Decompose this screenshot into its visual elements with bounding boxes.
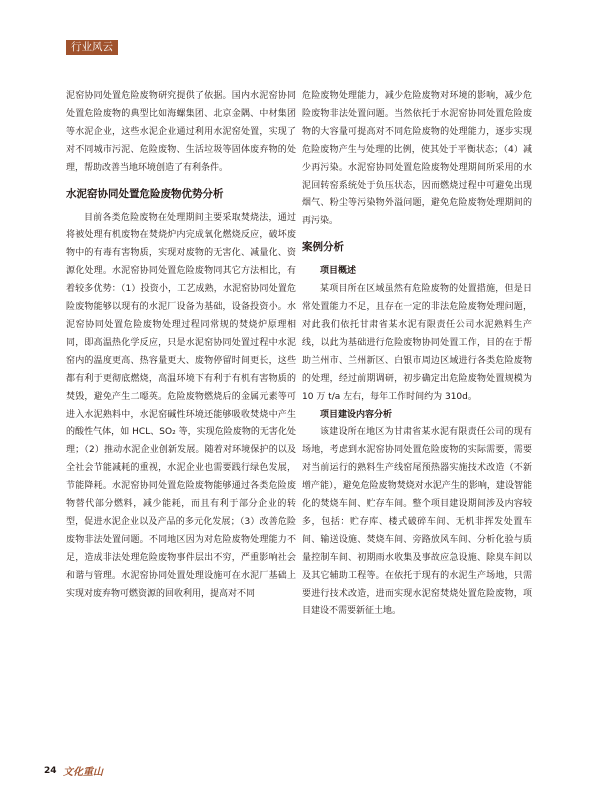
section-tag: 行业风云 — [66, 40, 118, 55]
right-column — [302, 88, 532, 621]
sub-heading: 项目建设内容分析 — [320, 409, 393, 420]
paragraph: 某项目所在区域虽然有危险废物的处置措施，但是日常处置能力不足，且存在一定的非法危险废物处理问题，对此我们依托甘肃省某水泥有限责任公司水泥熟料生产线，以此为基础进行危险废物协同处置工作，目的在于帮助兰州市、兰州新区、白银市周边区域进行各类危险废物的处理，经过前期调研，初步确定出危险废物处置规模为 10 万 t/a 左右，每年工作时间约为 310d。 — [302, 284, 532, 402]
left-column — [66, 88, 296, 603]
magazine-logo: 文化重山 — [63, 767, 103, 778]
paragraph: 泥窑协同处置危险废物研究提供了依据。国内水泥窑协同处置危险废物的典型比如海螺集团、北京金隅、中材集团等水泥企业，这些水泥企业通过利用水泥窑处置，实现了对不同城市污泥、危险废物、生活垃圾等固体废弃物的处理，帮助改善当地环境创造了有利条件。 — [66, 91, 296, 173]
header-bar — [0, 0, 595, 56]
paragraph: 危险废物处理能力，减少危险废物对环境的影响，减少危险废物非法处置问题。当然依托于水泥窑协同处置危险废物的大容量可提高对不同危险废物的处理能力，逐步实现危险废物产生与处理的比例，使其处于平衡状态；（4）减少再污染。水泥窑协同处置危险废物处理期间所采用的水泥回转窑系统处于负压状态，因而燃烧过程中可避免出现烟气、粉尘等污染物外溢问题，避免危险废物处理期间的再污染。 — [302, 91, 532, 227]
section-heading: 案例分析 — [302, 241, 344, 254]
section-heading: 水泥窑协同处置危险废物优势分析 — [66, 187, 224, 200]
page-number: 24 — [44, 766, 57, 776]
paragraph: 目前各类危险废物在处理期间主要采取焚烧法，通过将被处理有机废物在焚烧炉内完成氧化燃烧反应，破坏废物中的有毒有害物质，实现对废物的无害化、减量化、资源化处理。水泥窑协同处置危险废物同其它方法相比，有着较多优势：（1）投资小，工艺成熟，水泥窑协同处置危险废物能够以现有的水泥厂设备为基础，设备投资小。水泥窑协同处置危险废物处理过程同常规的焚烧炉原理相同，即高温热化学反应，只是水泥窑协同处置过程中水泥窑内的温度更高、热容量更大、废物停留时间更长，这些都有利于更彻底燃烧，高温环境下有利于有机有害物质的焚毁，避免产生二噁英。危险废物燃烧后的金属元素等可进入水泥熟料中，水泥窑碱性环境还能够吸收焚烧中产生的酸性气体，如 HCL、SO₂ 等，实现危险废物的无害化处理；（2）推动水泥企业创新发展。随着对环境保护的以及全社会节能减耗的重视，水泥企业也需要践行绿色发展，节能降耗。水泥窑协同处置危险废物能够通过各类危险废物替代部分燃料，减少能耗，而且有利于部分企业的转型，促进水泥企业以及产品的多元化发展；（3）改善危险废物非法处置问题。不同地区因为对危险废物处理能力不足，造成非法处理危险废物事件层出不穷，严重影响社会和谐与管理。水泥窑协同处置处理设施可在水泥厂基础上实现对废弃物可燃资源的回收利用，提高对不同 — [66, 212, 296, 599]
paragraph: 该建设所在地区为甘肃省某水泥有限责任公司的现有场地，考虑到水泥窑协同处置危险废物的实际需要，需要对当前运行的熟料生产线窑尾预热器实施技术改造（不新增产能），避免危险废物焚烧对水泥产生的影响，建设智能化的焚烧车间、贮存车间。整个项目建设期间涉及内容较多，包括：贮存库、楼式破碎车间、无机非挥发处置车间、输送设施、焚烧车间、旁路放风车间、分析化验与质量控制车间、初期雨水收集及事故应急设施、除臭车间以及其它辅助工程等。在依托于现有的水泥生产场地，只需要进行技术改造，进而实现水泥窑焚烧处置危险废物，项目建设不需要新征土地。 — [302, 427, 532, 617]
sub-heading: 项目概述 — [320, 266, 357, 277]
